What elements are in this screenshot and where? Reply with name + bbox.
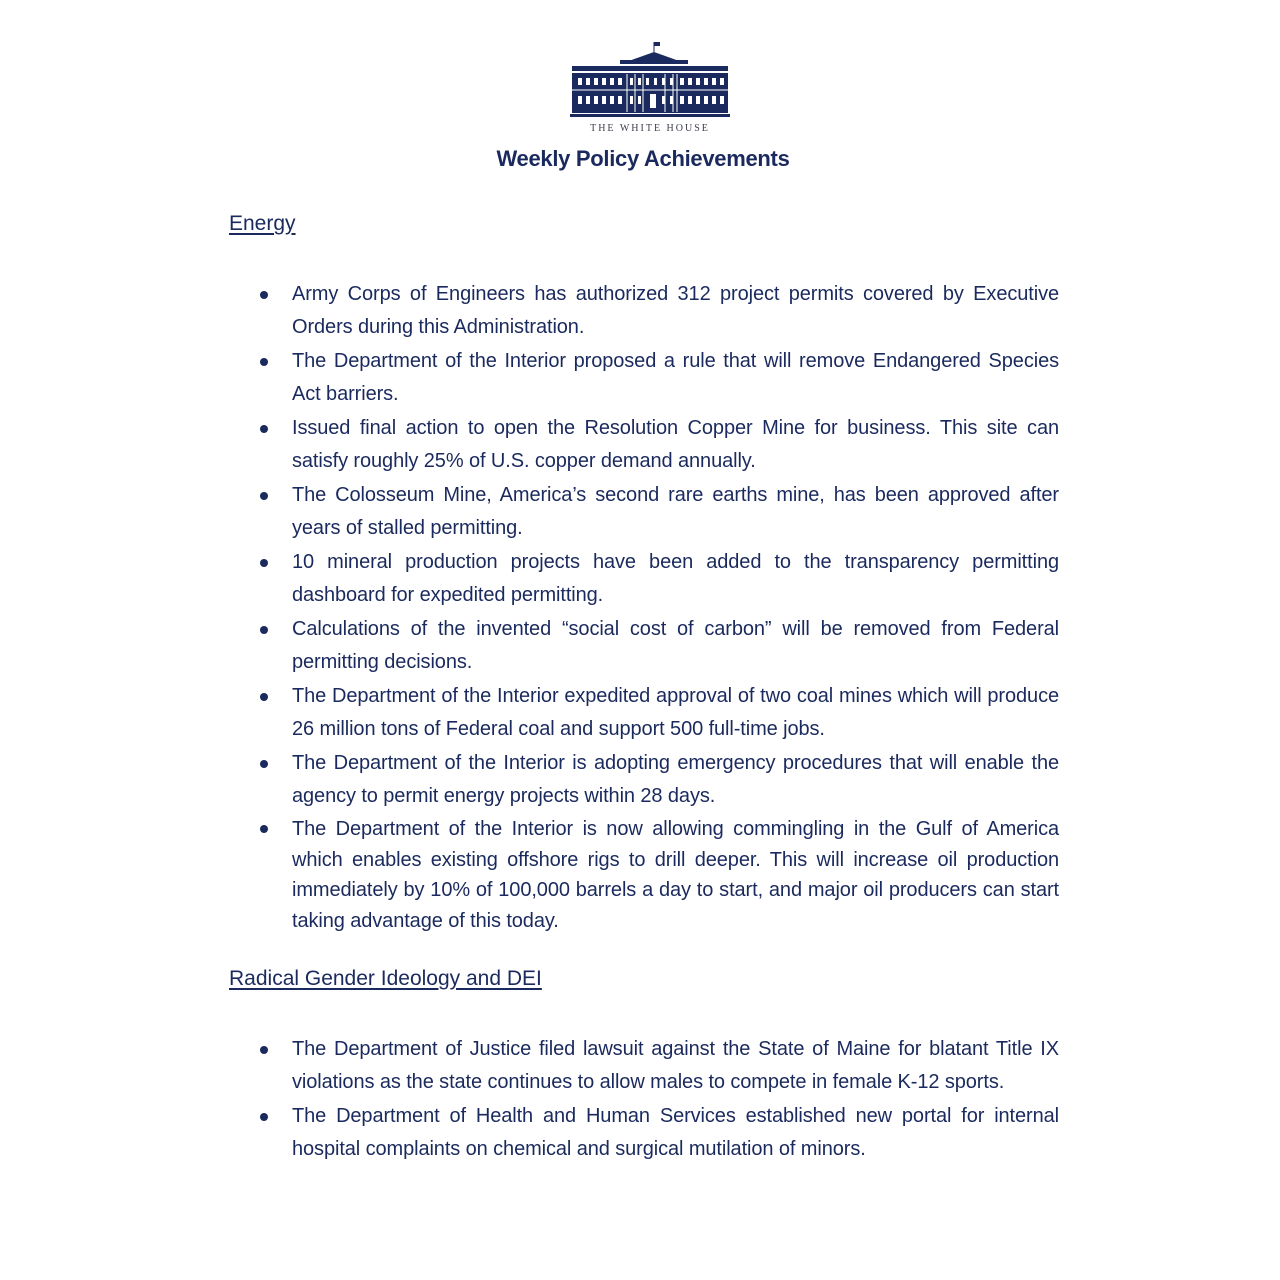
list-item bbox=[229, 1100, 1059, 1166]
section-heading-gender-dei: Radical Gender Ideology and DEI bbox=[229, 967, 542, 990]
bullet-icon bbox=[260, 626, 268, 634]
bullet-icon bbox=[260, 760, 268, 768]
bullet-icon bbox=[260, 425, 268, 433]
list-item bbox=[229, 479, 1059, 545]
document-title: Weekly Policy Achievements bbox=[496, 146, 790, 171]
bullet-icon bbox=[260, 693, 268, 701]
list-item bbox=[229, 613, 1059, 679]
bullet-icon bbox=[260, 291, 268, 299]
section-heading-energy: Energy bbox=[229, 212, 296, 235]
bullet-icon bbox=[260, 358, 268, 366]
list-item bbox=[229, 546, 1059, 612]
list-item-text: The Department of Justice filed lawsuit against the State of Maine for blatant Title IX violations as the state continues to allow males to compete in female K-12 sports. bbox=[292, 1038, 1059, 1093]
list-item bbox=[229, 412, 1059, 478]
white-house-logo-icon bbox=[568, 40, 732, 120]
list-item-text: 10 mineral production projects have been added to the transparency permitting dashboard for expedited permitting. bbox=[292, 551, 1059, 606]
list-item-text: The Department of the Interior proposed a rule that will remove Endangered Species Act barriers. bbox=[292, 350, 1059, 405]
gender-dei-bullet-list bbox=[229, 1033, 1059, 1167]
bullet-icon bbox=[260, 559, 268, 567]
list-item-text: The Department of the Interior expedited approval of two coal mines which will produce 26 million tons of Federal coal and support 500 full-time jobs. bbox=[292, 685, 1059, 740]
list-item-text: Army Corps of Engineers has authorized 312 project permits covered by Executive Orders during this Administration. bbox=[292, 283, 1059, 338]
bullet-icon bbox=[260, 1113, 268, 1121]
list-item bbox=[229, 680, 1059, 746]
list-item-text: Issued final action to open the Resolution Copper Mine for business. This site can satisfy roughly 25% of U.S. copper demand annually. bbox=[292, 417, 1059, 472]
energy-bullet-list bbox=[229, 278, 1059, 937]
bullet-icon bbox=[260, 825, 268, 833]
list-item-text: The Department of Health and Human Services established new portal for internal hospital complaints on chemical and surgical mutilation of minors. bbox=[292, 1105, 1059, 1160]
list-item bbox=[229, 747, 1059, 813]
list-item-text: The Department of the Interior is adopting emergency procedures that will enable the agency to permit energy projects within 28 days. bbox=[292, 752, 1059, 807]
white-house-wordmark: THE WHITE HOUSE bbox=[590, 123, 710, 134]
list-item-text: The Colosseum Mine, America’s second rare earths mine, has been approved after years of stalled permitting. bbox=[292, 484, 1059, 539]
list-item bbox=[229, 345, 1059, 411]
bullet-icon bbox=[260, 1046, 268, 1054]
list-item bbox=[229, 814, 1059, 936]
bullet-icon bbox=[260, 492, 268, 500]
list-item-text: The Department of the Interior is now allowing commingling in the Gulf of America which enables existing offshore rigs to drill deeper. This will increase oil production immediately by 10% of 100,000 barrels a day to start, and major oil producers can start taking advantage of this today. bbox=[292, 818, 1059, 932]
list-item bbox=[229, 278, 1059, 344]
list-item-text: Calculations of the invented “social cost of carbon” will be removed from Federal permitting decisions. bbox=[292, 618, 1059, 673]
list-item bbox=[229, 1033, 1059, 1099]
